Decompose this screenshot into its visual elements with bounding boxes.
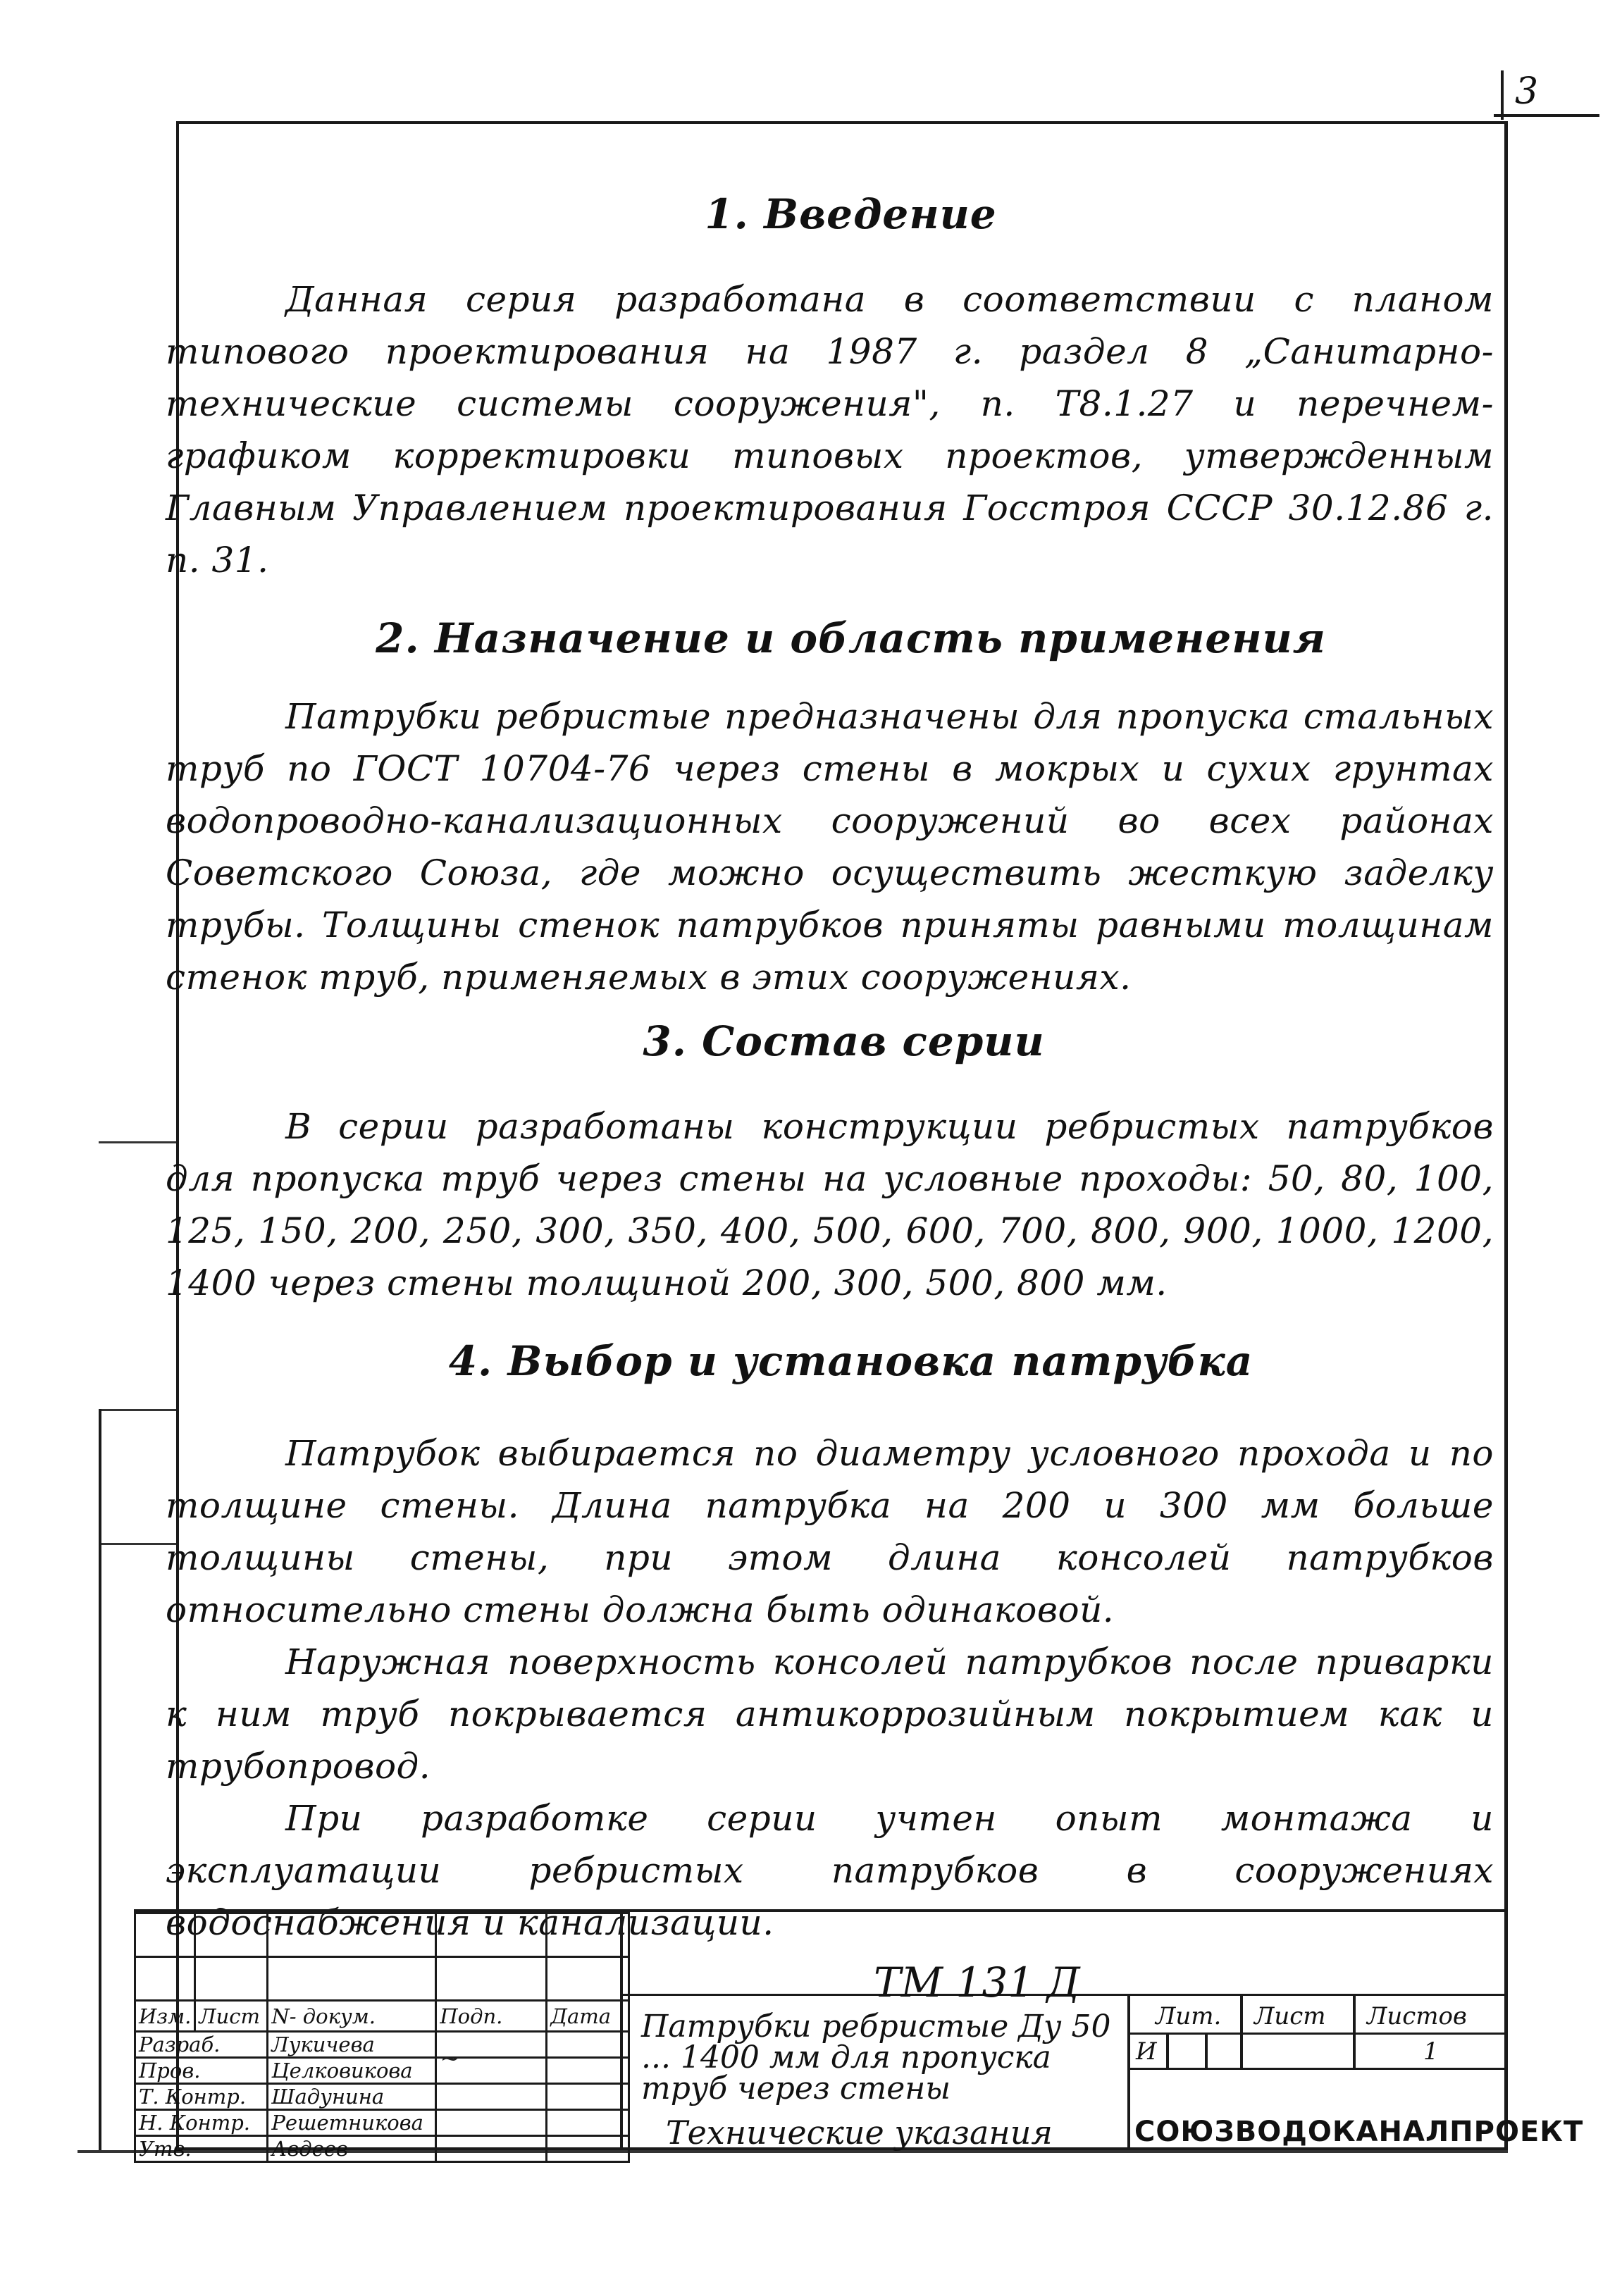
margin-mark	[99, 1141, 176, 1143]
document-body	[166, 190, 1494, 1949]
col-doc: N- докум.	[268, 2001, 436, 2032]
section-text-4b: Наружная поверхность консолей патрубков после приварки к ним труб покрывается антикоррозийным покрытием как и трубопровод.	[166, 1642, 1494, 1787]
stamp-lit-sub	[1166, 2033, 1169, 2068]
lists-label: Листов	[1367, 2002, 1467, 2030]
role-developer: Разраб.	[135, 2032, 268, 2058]
col-izm: Изм.	[135, 2001, 195, 2032]
stamp-divider-right	[1127, 1994, 1130, 2150]
document-title: Патрубки ребристые Ду 50 ... 1400 мм для пропуска труб через стены	[641, 2009, 1111, 2106]
organization-name: СОЮЗВОДОКАНАЛПРОЕКТ	[1134, 2116, 1584, 2148]
section-title-1: 1. Введение	[705, 190, 997, 238]
section-text-2: Патрубки ребристые предназначены для пропуска стальных труб по ГОСТ 10704-76 через стены в мокрых и сухих грунтах водопроводно-канализационных сооружений во всех районах Советского Союза, где можно осуществить жесткую заделку трубы. Толщины стенок патрубков приняты равными толщинам стенок труб, применяемых в этих сооружениях.	[166, 696, 1494, 998]
document-code: ТМ 131 Д	[874, 1959, 1080, 2006]
role-tech-control: Т. Контр.	[135, 2084, 268, 2110]
stamp-lit-line	[1127, 2068, 1508, 2070]
name-checker: Целковикова	[268, 2058, 436, 2084]
stamp-lit-col	[1240, 1994, 1243, 2068]
revision-table	[134, 1912, 630, 2163]
section-title-2: 2. Назначение и область применения	[376, 614, 1326, 662]
section-text-4c: При разработке серии учтен опыт монтажа и эксплуатации ребристых патрубков в сооружениях водоснабжения и канализации.	[166, 1798, 1494, 1943]
signature-cell	[436, 2032, 547, 2073]
section-text-3: В серии разработаны конструкции ребристых патрубков для пропуска труб через стены на условные проходы: 50, 80, 100, 125, 150, 200, 250, 300, 350, 400, 500, 600, 700, 800, 900, 1000, 1200, 1400 через стены толщиной 200, 300, 500, 800 мм.	[166, 1106, 1494, 1303]
name-approved: Авдеев	[268, 2136, 436, 2162]
role-norm-control: Н. Контр.	[135, 2110, 268, 2136]
list-label: Лист	[1254, 2002, 1326, 2030]
lit-label: Лит.	[1156, 2002, 1222, 2030]
stamp-list-col	[1353, 1994, 1356, 2068]
signature: ~	[440, 2044, 460, 2073]
frame-top-line	[1494, 114, 1599, 117]
lists-value: 1	[1423, 2037, 1439, 2066]
margin-mark	[99, 1409, 176, 1411]
document-subtitle: Технические указания	[666, 2114, 1053, 2152]
section-title-3: 3. Состав серии	[643, 1017, 1045, 1065]
col-sign: Подп.	[436, 2001, 547, 2032]
name-tech-control: Шадунина	[268, 2084, 436, 2110]
name-developer: Лукичева	[268, 2032, 436, 2058]
margin-mark	[99, 1543, 176, 1545]
col-list: Лист	[195, 2001, 268, 2032]
role-approved: Утв.	[135, 2136, 268, 2162]
section-text-4: Патрубок выбирается по диаметру условного прохода и по толщине стены. Длина патрубка на 200 и 300 мм больше толщины стены, при этом длина консолей патрубков относительно стены должна быть одинаковой.	[166, 1433, 1494, 1630]
name-norm-control: Решетникова	[268, 2110, 436, 2136]
stamp-lit-header-line	[1127, 2033, 1508, 2035]
sheet-number: 3	[1515, 70, 1539, 113]
role-checker: Пров.	[135, 2058, 268, 2084]
stamp-divider	[620, 1909, 623, 2150]
section-title-4: 4. Выбор и установка патрубка	[448, 1337, 1253, 1385]
section-text-1: Данная серия разработана в соответствии с планом типового проектирования на 1987 г. раздел 8 „Санитарно-технические системы сооружения", п. Т8.1.27 и перечнем-графиком корректировки типовых проектов, утвержденным Главным Управлением проектирования Госстроя СССР 30.12.86 г. п. 31.	[166, 279, 1494, 581]
lit-value: И	[1136, 2037, 1157, 2066]
binding-strip	[99, 1409, 101, 2150]
frame-tick	[1501, 70, 1504, 120]
col-date: Дата	[547, 2001, 629, 2032]
stamp-lit-sub2	[1205, 2033, 1208, 2068]
